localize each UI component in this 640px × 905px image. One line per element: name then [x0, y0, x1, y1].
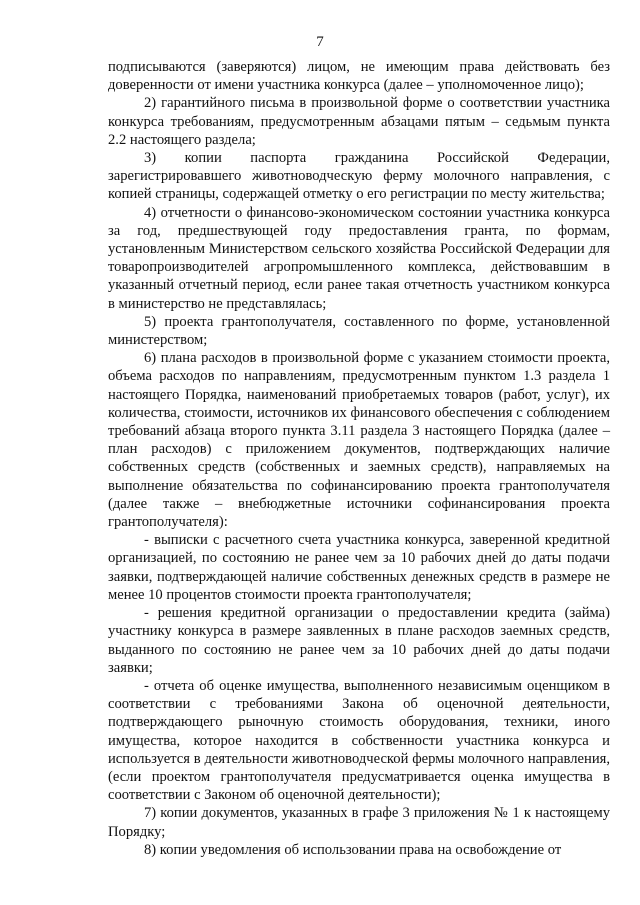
paragraph-item-6: 6) плана расходов в произвольной форме с указанием стоимости проекта, объема расходов по направлениям, предусмотренным пунктом 1.3 раздела 1 настоящего Порядка, наименований приобретаемых товаров (работ, услуг), их количества, стоимости, источников их финансового обеспечения с соблюдением требований абзаца второго пункта 3.11 раздела 3 настоящего Порядка (далее – план расходов) с приложением документов, подтверждающих наличие собственных средств (собственных и заемных средств), направляемых на выполнение обязательства по софинансированию проекта грантополучателя (далее также – внебюджетные источники софинансирования проекта грантополучателя):: [108, 350, 610, 531]
paragraph-item-4: 4) отчетности о финансово-экономическом состоянии участника конкурса за год, предшествующей году предоставления гранта, по формам, установленным Министерством сельского хозяйства Российской Федерации для товаропроизводителей агропромышленного комплекса, действовавшим в указанный отчетный период, если ранее такая отчетность участником конкурса в министерство не представлялась;: [108, 204, 610, 312]
paragraph-continuation: подписываются (заверяются) лицом, не имеющим права действовать без доверенности от имени участника конкурса (далее – уполномоченное лицо);: [108, 59, 610, 94]
paragraph-subitem-bank-statement: - выписки с расчетного счета участника конкурса, заверенной кредитной организацией, по состоянию не ранее чем за 10 рабочих дней до даты подачи заявки, подтверждающей наличие собственных денежных средств в размере не менее 10 процентов стоимости проекта грантополучателя;: [108, 532, 610, 603]
paragraph-item-8: 8) копии уведомления об использовании права на освобождение от: [144, 841, 562, 858]
paragraph-item-2: 2) гарантийного письма в произвольной форме о соответствии участника конкурса требованиям, предусмотренным абзацами пятым – седьмым пункта 2.2 настоящего раздела;: [108, 95, 610, 148]
document-body: [108, 58, 610, 859]
paragraph-subitem-credit-decision: - решения кредитной организации о предоставлении кредита (займа) участнику конкурса в размере заявленных в плане расходов заемных средств, выданного по состоянию не ранее чем за 10 рабочих дней до даты подачи заявки;: [108, 605, 610, 676]
page-number: 7: [316, 34, 324, 50]
paragraph-item-3: 3) копии паспорта гражданина Российской Федерации, зарегистрировавшего животноводческую ферму молочного направления, с копией страницы, содержащей отметку о его регистрации по месту жительства;: [108, 150, 610, 203]
paragraph-item-7: 7) копии документов, указанных в графе 3 приложения № 1 к настоящему Порядку;: [108, 805, 610, 840]
paragraph-item-5: 5) проекта грантополучателя, составленного по форме, установленной министерством;: [108, 313, 610, 349]
paragraph-subitem-valuation-report: - отчета об оценке имущества, выполненного независимым оценщиком в соответствии с требованиями Закона об оценочной деятельности, подтверждающего рыночную стоимость оборудования, техники, иного имущества, которое находится в собственности участника конкурса и используется в деятельности животноводческой фермы молочного направления, (если проектом грантополучателя предусматривается оценка имущества в соответствии с Законом об оценочной деятельности);: [108, 677, 610, 804]
